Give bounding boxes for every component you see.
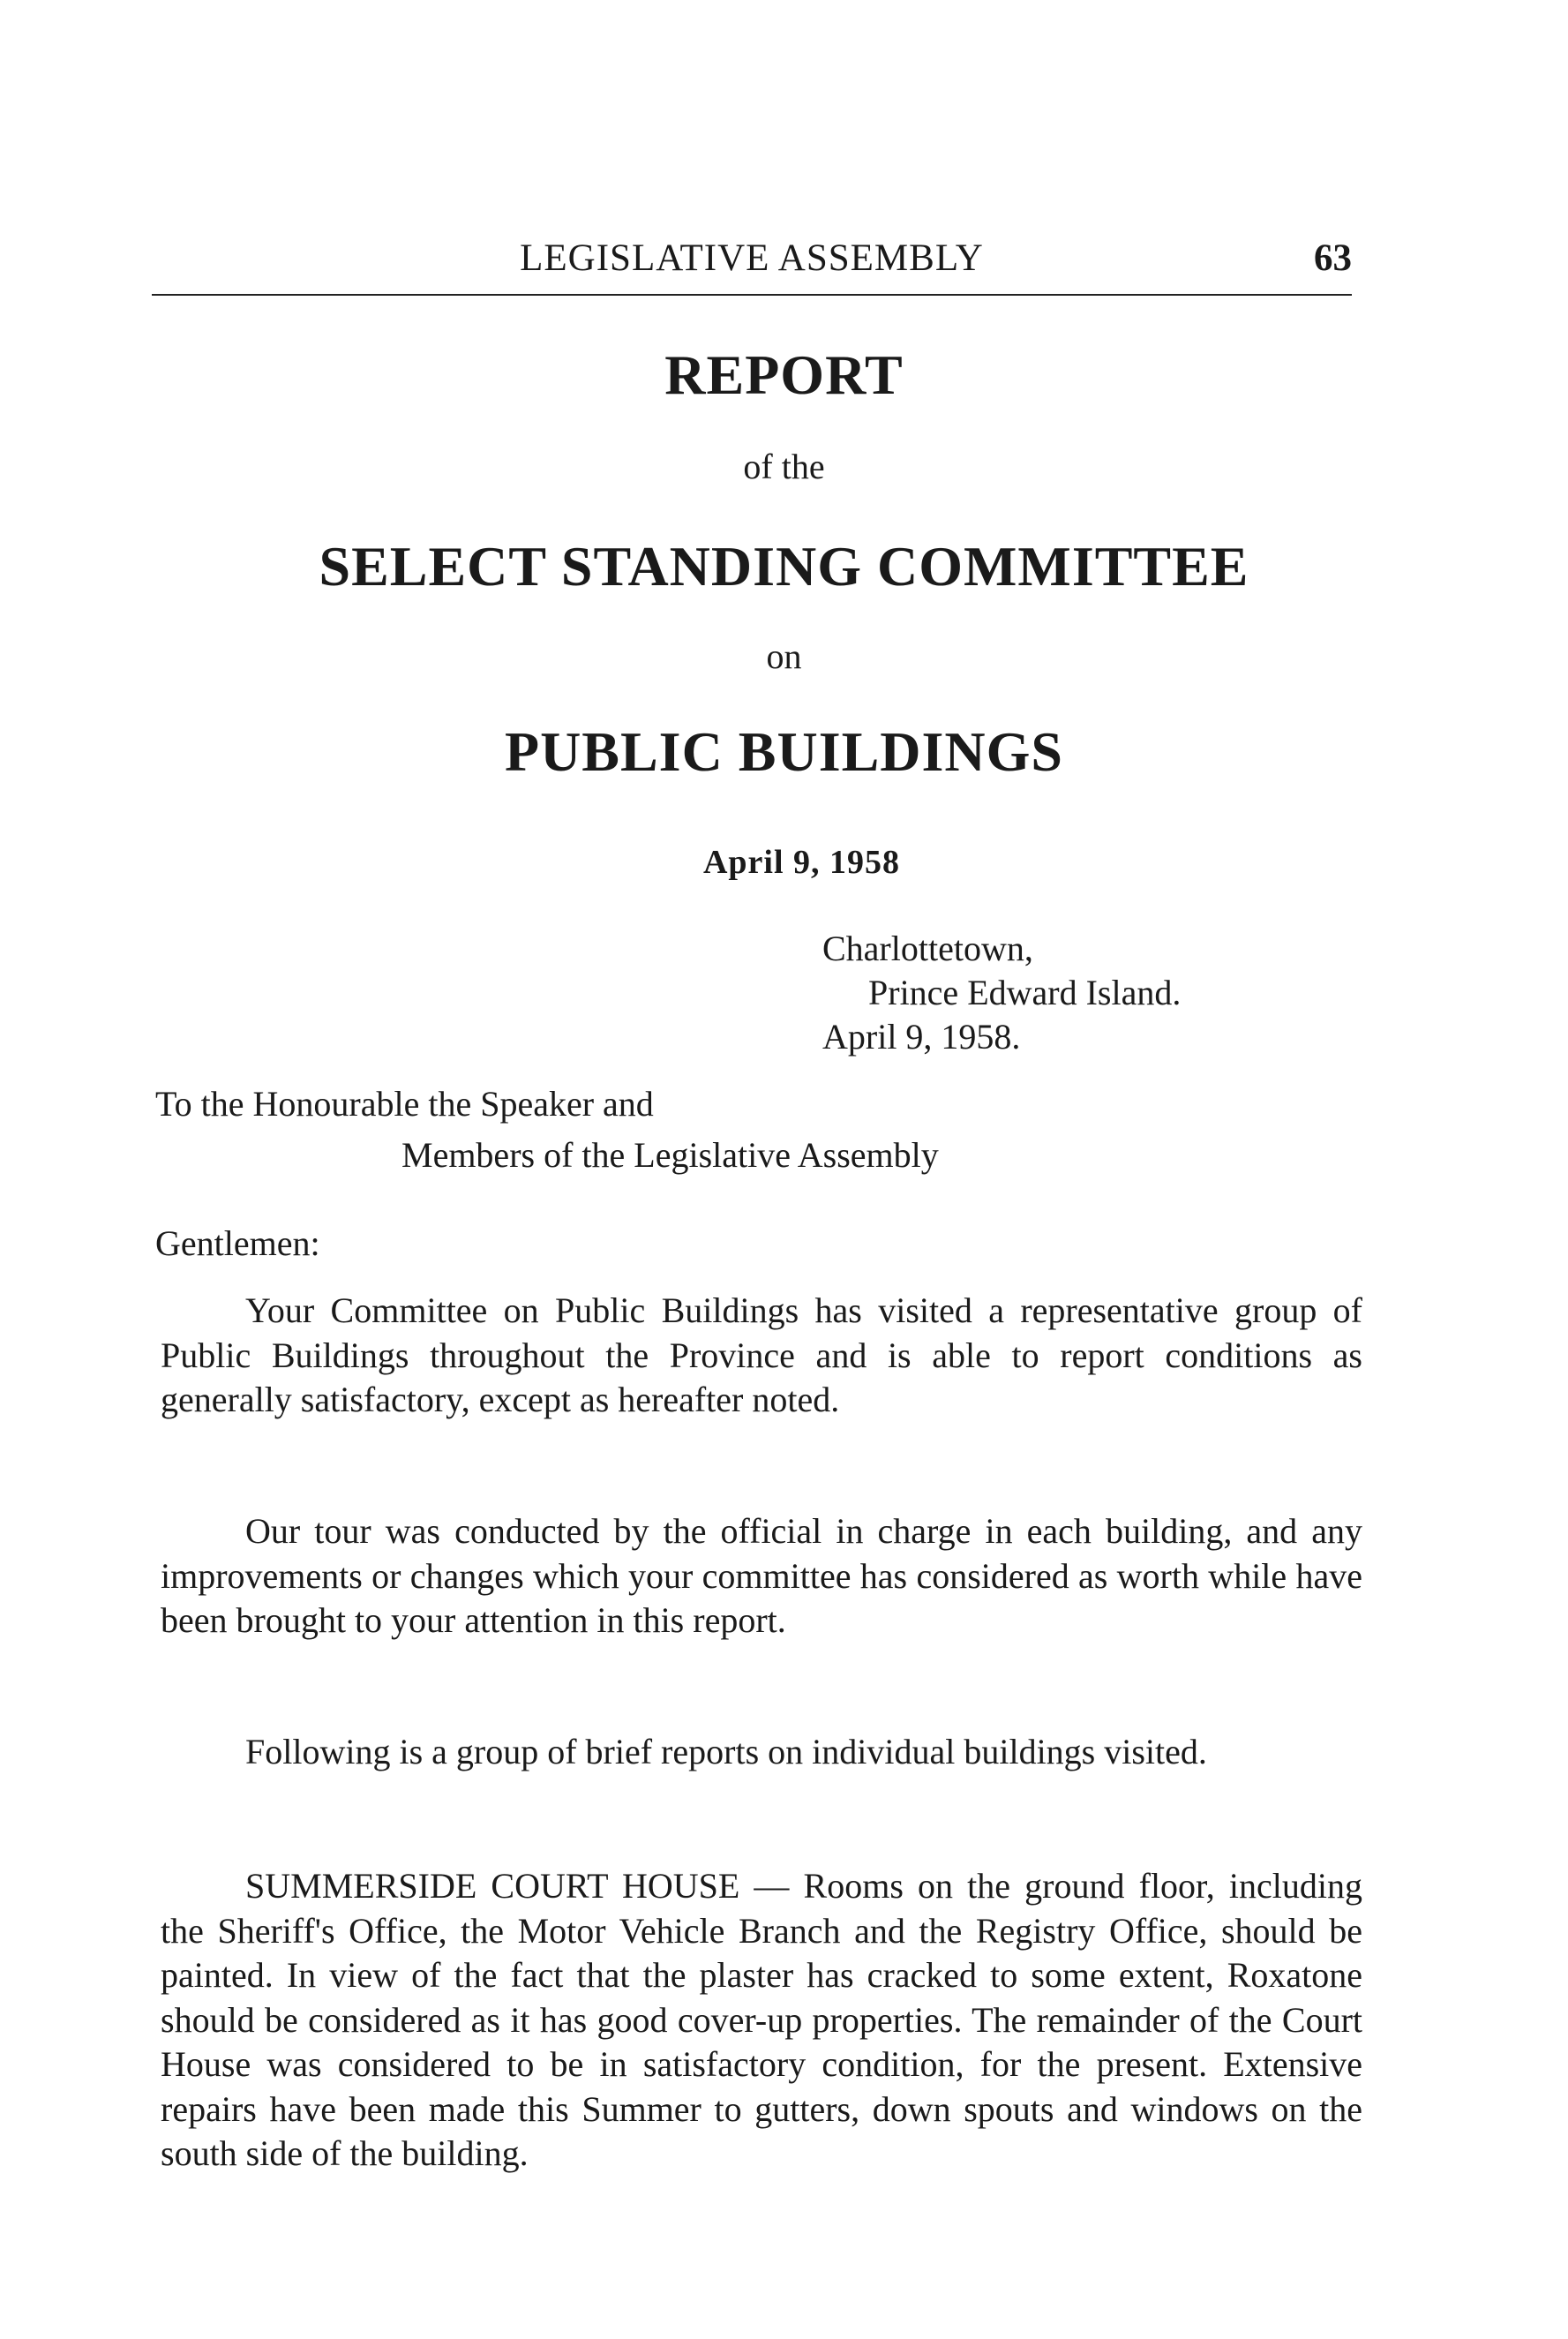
paragraph-1 — [161, 1289, 1362, 1423]
paragraph-text: Our tour was conducted by the official in charge in each building, and any improvements or changes which your committee has considered as worth while have been brought to your attention in this report. — [161, 1511, 1362, 1640]
address-city: Charlottetown, — [822, 929, 1033, 968]
addressee-line-1: To the Honourable the Speaker and — [155, 1084, 654, 1124]
sender-address — [822, 927, 1181, 1059]
subject-heading: PUBLIC BUILDINGS — [504, 720, 1064, 783]
paragraph-text: Your Committee on Public Buildings has visited a representative group of Public Buildings throughout the Province and is able to report conditions as generally satisfactory, except as hereafter noted. — [161, 1290, 1362, 1419]
connector-of-the: of the — [743, 447, 825, 486]
address-date: April 9, 1958. — [822, 1017, 1021, 1057]
addressee-line-2: Members of the Legislative Assembly — [401, 1135, 939, 1175]
header-rule — [152, 294, 1352, 296]
paragraph-3 — [161, 1730, 1362, 1775]
report-heading: REPORT — [664, 343, 904, 406]
paragraph-text: SUMMERSIDE COURT HOUSE — Rooms on the ground floor, including the Sheriff's Office, the Motor Vehicle Branch and the Registry Office, should be painted. In view of the fact that the plaster has cracked to some extent, Roxatone should be considered as it has good cover-up properties. The remainder of the Court House was considered to be in satisfactory condition, for the present. Extensive repairs have been made this Summer to gutters, down spouts and windows on the south side of the building. — [161, 1866, 1362, 2173]
running-header — [152, 237, 1352, 290]
paragraph-2 — [161, 1509, 1362, 1643]
running-title: LEGISLATIVE ASSEMBLY — [520, 237, 984, 279]
report-date: April 9, 1958 — [702, 844, 901, 881]
salutation: Gentlemen: — [155, 1223, 320, 1263]
paragraph-text: Following is a group of brief reports on individual buildings visited. — [245, 1732, 1207, 1771]
paragraph-4 — [161, 1864, 1362, 2177]
page-number: 63 — [1314, 237, 1352, 279]
connector-on: on — [766, 636, 802, 676]
address-province: Prince Edward Island. — [868, 973, 1182, 1012]
committee-heading: SELECT STANDING COMMITTEE — [319, 535, 1249, 598]
